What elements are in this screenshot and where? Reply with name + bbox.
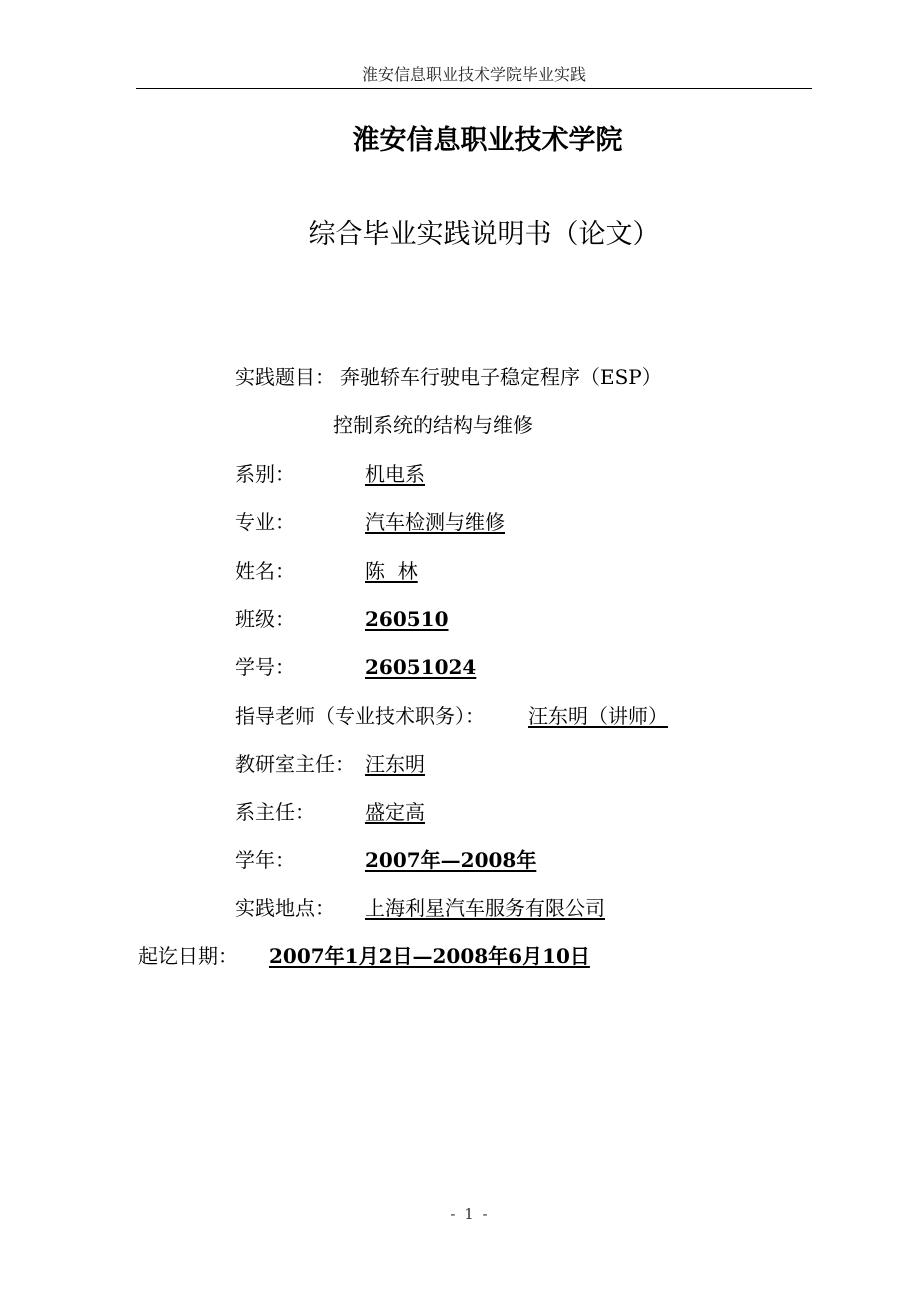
topic-line-2: 控制系统的结构与维修 (333, 413, 533, 437)
dept-head-label: 系主任： (235, 800, 315, 824)
dept-head-value: 盛定高 (365, 800, 425, 824)
major-value: 汽车检测与维修 (365, 510, 505, 534)
dates-label: 起讫日期： (138, 944, 238, 968)
class-label: 班级： (235, 607, 295, 631)
department-label: 系别： (235, 462, 295, 486)
running-header: 淮安信息职业技术学院毕业实践 (361, 65, 586, 84)
header-rule (136, 88, 812, 89)
advisor-value: 汪东明（讲师） (528, 704, 668, 728)
page-number: - 1 - (450, 1205, 490, 1223)
name-value: 陈 林 (365, 559, 418, 583)
topic-label: 实践题目： (235, 365, 335, 389)
department-value: 机电系 (365, 462, 425, 486)
location-value: 上海利星汽车服务有限公司 (365, 896, 605, 920)
institution-title: 淮安信息职业技术学院 (352, 125, 623, 156)
location-label: 实践地点： (235, 896, 335, 920)
student-id-value: 26051024 (365, 655, 477, 679)
academic-year-label: 学年： (235, 848, 295, 872)
lab-director-value: 汪东明 (365, 752, 425, 776)
lab-director-label: 教研室主任： (235, 752, 355, 776)
advisor-label: 指导老师（专业技术职务）： (235, 704, 485, 728)
academic-year-value: 2007年—2008年 (365, 848, 537, 872)
student-id-label: 学号： (235, 655, 295, 679)
topic-line-1: 奔驰轿车行驶电子稳定程序（ESP） (340, 365, 662, 389)
document-type-title: 综合毕业实践说明书（论文） (308, 219, 660, 250)
dates-value: 2007年1月2日—2008年6月10日 (269, 944, 590, 968)
major-label: 专业： (235, 510, 295, 534)
class-value: 260510 (365, 607, 449, 631)
topic-row-2 (333, 411, 533, 439)
name-label: 姓名： (235, 559, 295, 583)
